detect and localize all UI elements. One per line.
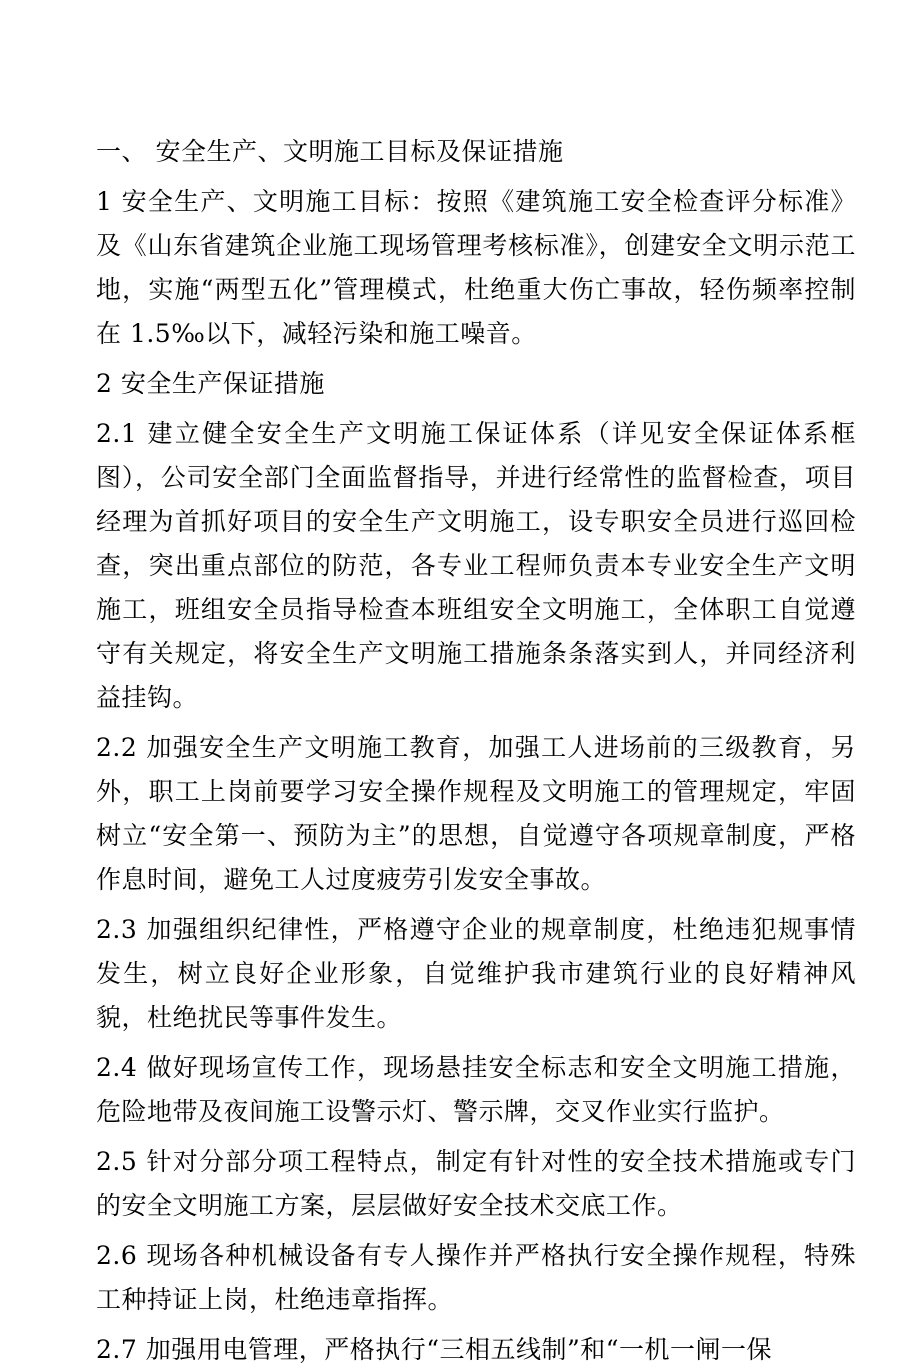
paragraph-2-7: 2.7 加强用电管理，严格执行“三相五线制”和“一机一闸一保	[96, 1335, 773, 1364]
document-page	[96, 130, 856, 1372]
paragraph-2-4: 2.4 做好现场宣传工作，现场悬挂安全标志和安全文明施工措施，危险地带及夜间施工设警示灯、警示牌，交叉作业实行监护。	[96, 1053, 856, 1126]
paragraph-2-1: 2.1 建立健全安全生产文明施工保证体系（详见安全保证体系框图），公司安全部门全面监督指导，并进行经常性的监督检查，项目经理为首抓好项目的安全生产文明施工，设专职安全员进行巡回检查，突出重点部位的防范，各专业工程师负责本专业安全生产文明施工，班组安全员指导检查本班组安全文明施工，全体职工自觉遵守有关规定，将安全生产文明施工措施条条落实到人，并同经济利益挂钩。	[96, 419, 856, 712]
paragraph-2-3: 2.3 加强组织纪律性，严格遵守企业的规章制度，杜绝违犯规事情发生，树立良好企业形象，自觉维护我市建筑行业的良好精神风貌，杜绝扰民等事件发生。	[96, 915, 856, 1032]
paragraph-2-title: 2 安全生产保证措施	[96, 369, 325, 398]
paragraph-1-target: 1 安全生产、文明施工目标：按照《建筑施工安全检查评分标准》及《山东省建筑企业施工现场管理考核标准》，创建安全文明示范工地，实施“两型五化”管理模式，杜绝重大伤亡事故，轻伤频率控制在 1.5‰以下，减轻污染和施工噪音。	[96, 187, 856, 348]
paragraph-2-6: 2.6 现场各种机械设备有专人操作并严格执行安全操作规程，特殊工种持证上岗，杜绝违章指挥。	[96, 1241, 856, 1314]
paragraph-2-5: 2.5 针对分部分项工程特点，制定有针对性的安全技术措施或专门的安全文明施工方案，层层做好安全技术交底工作。	[96, 1147, 856, 1220]
section-heading: 一、 安全生产、文明施工目标及保证措施	[96, 137, 564, 166]
paragraph-2-2: 2.2 加强安全生产文明施工教育，加强工人进场前的三级教育，另外，职工上岗前要学习安全操作规程及文明施工的管理规定，牢固树立“安全第一、预防为主”的思想，自觉遵守各项规章制度，严格作息时间，避免工人过度疲劳引发安全事故。	[96, 733, 856, 894]
